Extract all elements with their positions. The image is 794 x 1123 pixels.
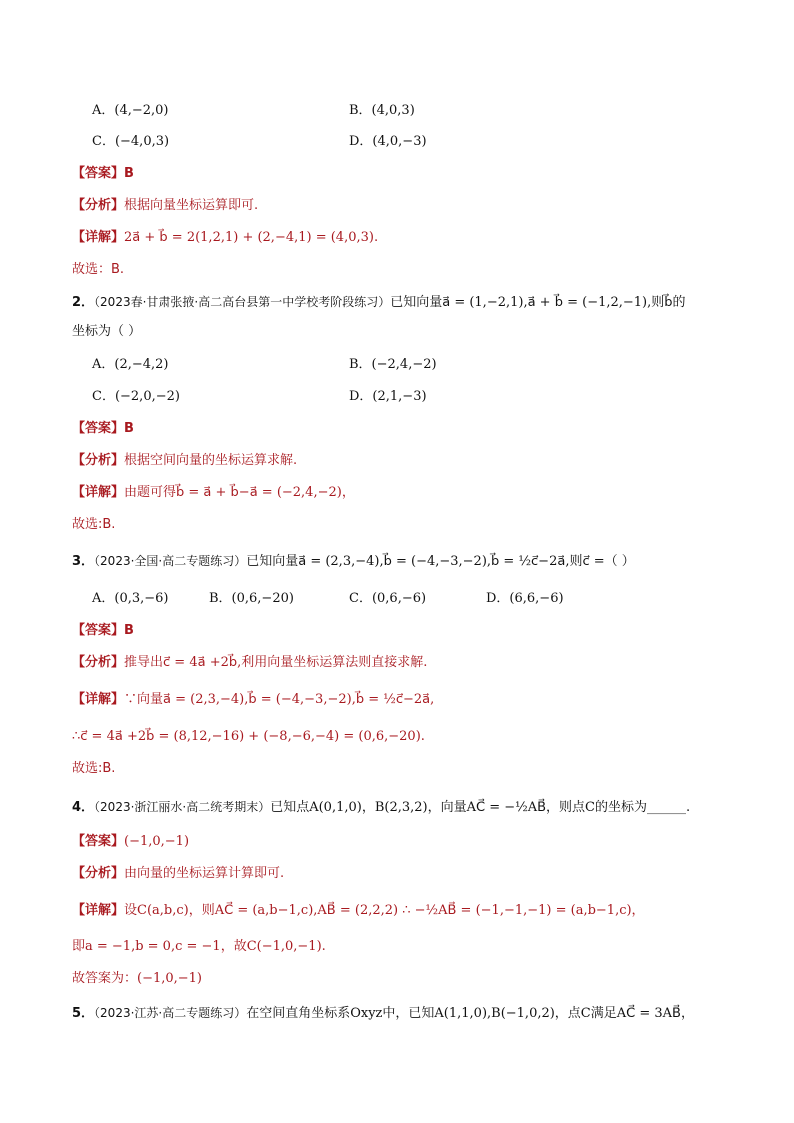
detail-text-2: 即a = −1,b = 0,c = −1，故C(−1,0,−1). <box>72 939 326 954</box>
q3-answer-line <box>72 621 732 641</box>
q3-option-c[interactable]: C．(0,6,−6) <box>349 591 427 606</box>
detail-text-2: ∴c⃗ = 4a⃗ +2b⃗ = (8,12,−16) + (−8,−6,−4) = (0,6,−20). <box>72 729 425 744</box>
analysis-text: 推导出c⃗ = 4a⃗ +2b⃗,利用向量坐标运算法则直接求解. <box>124 655 428 670</box>
q2-stem-continued <box>72 322 732 342</box>
detail-tag: 【详解】 <box>72 485 125 500</box>
q2-stem <box>72 292 732 313</box>
analysis-text: 根据空间向量的坐标运算求解. <box>124 453 298 468</box>
q3-option-d[interactable]: D．(6,6,−6) <box>486 591 564 606</box>
q2-choose-line <box>72 515 732 535</box>
question-stem: 已知向量a⃗ = (1,−2,1),a⃗ + b⃗ = (−1,2,−1),则b⃗的 <box>390 295 686 310</box>
detail-text: 由题可得b⃗ = a⃗ + b⃗−a⃗ = (−2,4,−2)， <box>124 485 355 500</box>
q2-option-b[interactable]: B．(−2,4,−2) <box>349 357 437 372</box>
q4-detail-line <box>72 901 732 921</box>
answer-tag: 【答案】 <box>72 623 125 638</box>
analysis-text: 由向量的坐标运算计算即可. <box>124 866 285 881</box>
question-number: 2． <box>72 295 95 310</box>
q4-stem <box>72 797 732 818</box>
q1-detail-line <box>72 228 732 248</box>
answer-tag: 【答案】 <box>72 421 125 436</box>
q2-analysis-line <box>72 451 732 471</box>
q3-choose-line <box>72 759 732 779</box>
q3-stem <box>72 551 732 572</box>
answer-tag: 【答案】 <box>72 166 125 181</box>
q1-answer-line <box>72 164 732 184</box>
question-source: （2023春·甘肃张掖·高二高台县第一中学校考阶段练习） <box>94 295 391 309</box>
analysis-tag: 【分析】 <box>72 453 125 468</box>
q1-choose-line <box>72 260 732 280</box>
choose-text: 故选：B. <box>72 262 125 277</box>
answer-value: B <box>124 623 134 638</box>
q2-answer-line <box>72 419 732 439</box>
detail-text: ∵向量a⃗ = (2,3,−4),b⃗ = (−4,−3,−2),b⃗ = ½c⃗−2a⃗, <box>124 692 435 707</box>
question-source: （2023·浙江丽水·高二统考期末） <box>94 800 271 814</box>
answer-value: (−1,0,−1) <box>124 834 190 849</box>
q5-stem <box>72 1003 732 1024</box>
q1-option-a[interactable]: A．(4,−2,0) <box>92 103 169 118</box>
q2-option-a[interactable]: A．(2,−4,2) <box>92 357 169 372</box>
choose-text: 故选:B. <box>72 761 116 776</box>
question-source: （2023·全国·高二专题练习） <box>94 554 247 568</box>
detail-text: 设C(a,b,c)，则AC⃗ = (a,b−1,c),AB⃗ = (2,2,2) ∴ −½AB⃗ = (−1,−1,−1) = (a,b−1,c)， <box>124 903 645 918</box>
q1-option-d[interactable]: D．(4,0,−3) <box>349 134 427 149</box>
question-source: （2023·江苏·高二专题练习） <box>94 1006 247 1020</box>
detail-tag: 【详解】 <box>72 692 125 707</box>
q3-detail-line <box>72 690 732 710</box>
analysis-text: 根据向量坐标运算即可. <box>124 198 259 213</box>
q1-analysis-line <box>72 196 732 216</box>
detail-text: 2a⃗ + b⃗ = 2(1,2,1) + (2,−4,1) = (4,0,3). <box>124 230 379 245</box>
q4-final-line <box>72 969 732 989</box>
final-answer-text: 故答案为：(−1,0,−1) <box>72 971 203 986</box>
analysis-tag: 【分析】 <box>72 866 125 881</box>
analysis-tag: 【分析】 <box>72 655 125 670</box>
q4-detail-line-2 <box>72 937 732 957</box>
answer-value: B <box>124 421 134 436</box>
q3-analysis-line <box>72 653 732 673</box>
question-number: 4． <box>72 800 95 815</box>
q4-answer-line <box>72 832 732 852</box>
q3-option-a[interactable]: A．(0,3,−6) <box>92 591 169 606</box>
analysis-tag: 【分析】 <box>72 198 125 213</box>
q3-option-b[interactable]: B．(0,6,−20) <box>209 591 294 606</box>
question-number: 3． <box>72 554 95 569</box>
answer-tag: 【答案】 <box>72 834 125 849</box>
question-stem-2: 坐标为（ ） <box>72 324 142 339</box>
question-number: 5． <box>72 1006 95 1021</box>
choose-text: 故选:B. <box>72 517 116 532</box>
question-stem: 在空间直角坐标系Oxyz中，已知A(1,1,0),B(−1,0,2)，点C满足AC⃗ = 3AB⃗， <box>246 1006 694 1021</box>
q2-option-d[interactable]: D．(2,1,−3) <box>349 389 427 404</box>
question-stem: 已知向量a⃗ = (2,3,−4),b⃗ = (−4,−3,−2),b⃗ = ½c⃗−2a⃗,则c⃗ =（ ） <box>246 554 635 569</box>
question-stem: 已知点A(0,1,0)，B(2,3,2)，向量AC⃗ = −½AB⃗，则点C的坐标为______. <box>270 800 691 815</box>
q4-analysis-line <box>72 864 732 884</box>
q1-option-c[interactable]: C．(−4,0,3) <box>92 134 170 149</box>
q1-option-b[interactable]: B．(4,0,3) <box>349 103 415 118</box>
answer-value: B <box>124 166 134 181</box>
q2-detail-line <box>72 483 732 503</box>
detail-tag: 【详解】 <box>72 230 125 245</box>
q2-option-c[interactable]: C．(−2,0,−2) <box>92 389 180 404</box>
detail-tag: 【详解】 <box>72 903 125 918</box>
q3-detail-line-2 <box>72 727 732 747</box>
